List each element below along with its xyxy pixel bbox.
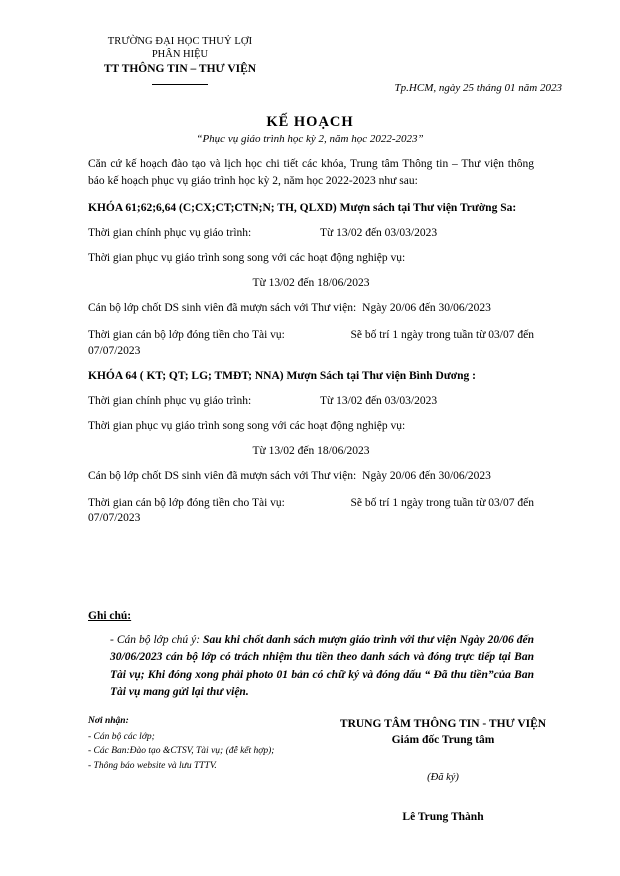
recipients-title: Nơi nhận: (88, 716, 129, 726)
document-body (88, 156, 534, 537)
section-1-schedule-main-label: Thời gian chính phục vụ giáo trình: (88, 227, 252, 240)
recipients-block (88, 716, 308, 773)
section-heading-2: KHÓA 64 ( KT; QT; LG; TMĐT; NNA) Mượn Sách tại Thư viện Bình Dương : (88, 369, 476, 382)
section-1-payment (88, 327, 534, 344)
date-place: Tp.HCM, ngày 25 tháng 01 năm 2023 (394, 82, 562, 94)
recipients-item-1: - Cán bộ các lớp; (88, 732, 155, 742)
org-line-1: TRƯỜNG ĐẠI HỌC THUỶ LỢI (107, 36, 253, 47)
section-2-checkpoint-value: Ngày 20/06 đến 30/06/2023 (362, 469, 491, 482)
org-line-2: PHÂN HIỆU (151, 49, 209, 60)
notes-body (110, 632, 534, 701)
section-1-checkpoint-label: Cán bộ lớp chốt DS sinh viên đã mượn sách với Thư viện: (88, 302, 357, 315)
recipients-item-3: - Thông báo website và lưu TTTV. (88, 760, 217, 771)
section-2-schedule-parallel-label: Thời gian phục vụ giáo trình song song với các hoạt động nghiệp vụ: (88, 419, 406, 432)
section-2-payment-value: Sẽ bố trí 1 ngày trong tuần từ 03/07 đến (350, 496, 534, 509)
signature-signed-note: (Đã ký) (427, 772, 459, 783)
section-2-schedule-main-value: Từ 13/02 đến 03/03/2023 (320, 394, 438, 407)
section-1-checkpoint-value: Ngày 20/06 đến 30/06/2023 (362, 302, 491, 315)
section-2-payment-continuation: 07/07/2023 (88, 511, 141, 524)
recipients-item-2: - Các Ban:Đào tạo &CTSV, Tài vụ; (đễ kết hợp); (88, 746, 275, 757)
section-2-schedule-main (88, 395, 534, 407)
section-1-payment-label: Thời gian cán bộ lớp đóng tiền cho Tài vụ: (88, 329, 285, 342)
notes-lead: - Cán bộ lớp chú ý: (110, 634, 204, 646)
section-2-schedule-main-label: Thời gian chính phục vụ giáo trình: (88, 394, 252, 407)
section-2-schedule-parallel-value: Từ 13/02 đến 18/06/2023 (252, 444, 370, 457)
letterhead (60, 36, 300, 85)
intro-paragraph: Căn cứ kế hoạch đào tạo và lịch học chi tiết các khóa, Trung tâm Thông tin – Thư viện thông báo kế hoạch phục vụ giáo trình học kỳ 2, năm học 2022-2023 như sau: (88, 158, 534, 187)
section-2-checkpoint-label: Cán bộ lớp chốt DS sinh viên đã mượn sách với Thư viện: (88, 469, 357, 482)
section-2-checkpoint (88, 470, 534, 482)
page-title: KẾ HOẠCH (266, 114, 354, 130)
signature-org: TRUNG TÂM THÔNG TIN - THƯ VIỆN (339, 718, 547, 730)
section-1-payment-value: Sẽ bố trí 1 ngày trong tuần từ 03/07 đến (350, 329, 534, 342)
signature-name: Lê Trung Thành (402, 811, 484, 823)
section-1-checkpoint (88, 302, 534, 314)
notes-title: Ghi chú: (88, 610, 132, 622)
section-2-payment (88, 495, 534, 512)
org-line-3: TT THÔNG TIN – THƯ VIỆN (103, 63, 257, 75)
section-2-payment-label: Thời gian cán bộ lớp đóng tiền cho Tài vụ: (88, 496, 285, 509)
section-1-schedule-parallel-label: Thời gian phục vụ giáo trình song song với các hoạt động nghiệp vụ: (88, 252, 406, 265)
letterhead-divider (152, 84, 208, 85)
signature-block (318, 718, 568, 823)
section-1-schedule-main-value: Từ 13/02 đến 03/03/2023 (320, 227, 438, 240)
section-1-schedule-parallel-value: Từ 13/02 đến 18/06/2023 (252, 277, 370, 290)
section-1-schedule-main (88, 227, 534, 239)
signature-role: Giám đốc Trung tâm (391, 734, 495, 746)
page-subtitle: “Phục vụ giáo trình học kỳ 2, năm học 2022-2023” (196, 133, 424, 145)
section-1-payment-continuation: 07/07/2023 (88, 344, 141, 357)
section-heading-1: KHÓA 61;62;6,64 (C;CX;CT;CTN;N; TH, QLXD) Mượn sách tại Thư viện Trường Sa: (88, 202, 517, 215)
notes-text: Sau khi chốt danh sách mượn giáo trình với thư viện Ngày 20/06 đến 30/06/2023 cán bộ lớp có trách nhiệm thu tiền theo danh sách và đóng trực tiếp tại Ban Tài vụ; Khi đóng xong phải photo 01 bản có chữ ký và đóng dấu “ Đã thu tiền”của Ban Tài vụ mang gửi lại thư viện. (110, 634, 535, 698)
